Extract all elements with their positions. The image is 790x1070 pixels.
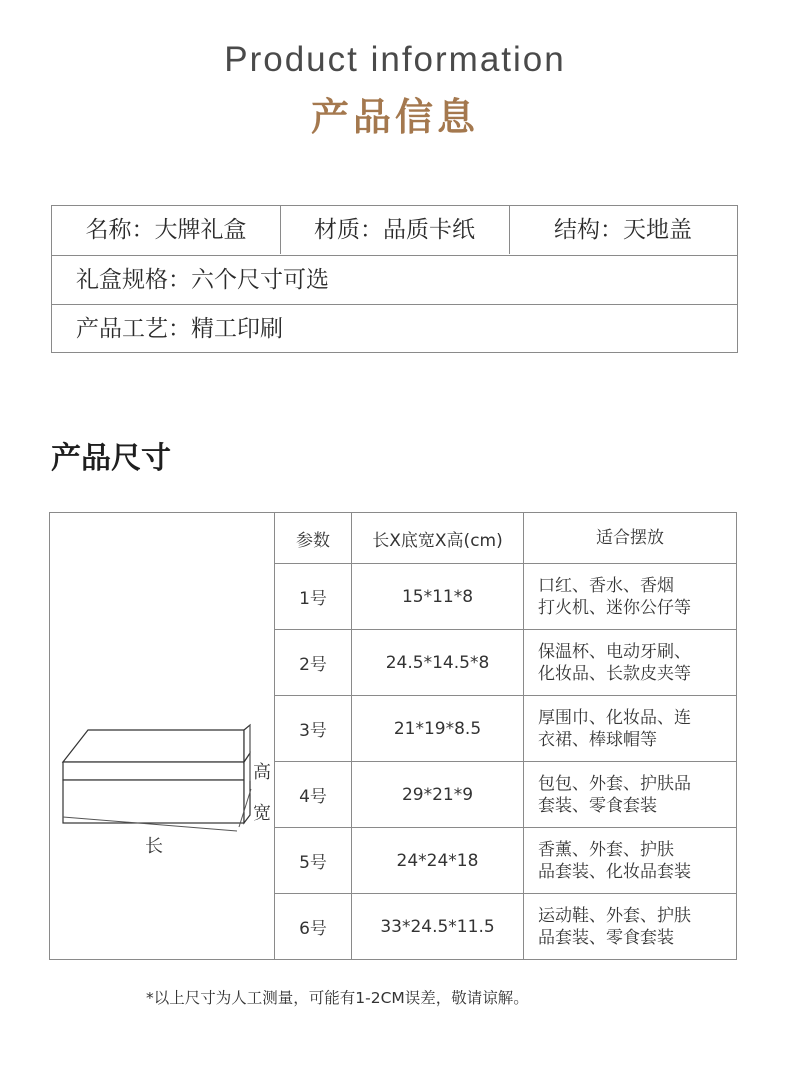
suitable-items-line: 运动鞋、外套、护肤 [538, 905, 691, 926]
header-param: 参数 [275, 513, 352, 563]
suitable-items-text [538, 707, 691, 751]
info-row-basic [52, 206, 737, 255]
table-row-divider [275, 761, 736, 762]
info-craft: 产品工艺：精工印刷 [76, 316, 283, 342]
product-info-table [51, 205, 738, 353]
info-row-craft [52, 304, 737, 353]
suitable-items-text [538, 575, 691, 619]
suitable-items-text [538, 641, 691, 685]
suitable-items-text [538, 839, 691, 883]
header-dimensions: 长X底宽X高(cm) [352, 513, 524, 563]
suitable-items-line: 品套装、零食套装 [538, 927, 674, 948]
suitable-items-text [538, 773, 691, 817]
table-row-divider [275, 893, 736, 894]
suitable-items-line: 品套装、化妆品套装 [538, 861, 691, 882]
size-number: 3号 [275, 696, 352, 761]
info-name: 名称：大牌礼盒 [52, 206, 281, 254]
size-number: 2号 [275, 630, 352, 695]
gift-box-illustration [50, 513, 275, 959]
info-material: 材质：品质卡纸 [280, 206, 510, 254]
height-label: 高 [253, 762, 271, 783]
size-number: 6号 [275, 894, 352, 959]
box-diagram [50, 513, 275, 959]
info-row-spec [52, 255, 737, 304]
size-dimensions: 24.5*14.5*8 [352, 630, 524, 695]
size-number: 4号 [275, 762, 352, 827]
length-label: 长 [145, 836, 163, 857]
suitable-items-line: 口红、香水、香烟 [538, 575, 674, 596]
width-label: 宽 [253, 803, 271, 824]
table-row-divider [275, 695, 736, 696]
suitable-items [524, 894, 736, 959]
suitable-items-line: 衣裙、棒球帽等 [538, 729, 657, 750]
suitable-items-line: 化妆品、长款皮夹等 [538, 663, 691, 684]
table-row-divider [275, 827, 736, 828]
size-dimensions: 21*19*8.5 [352, 696, 524, 761]
suitable-items-line: 保温杯、电动牙刷、 [538, 641, 691, 662]
size-dimensions: 15*11*8 [352, 564, 524, 629]
title-chinese: 产品信息 [310, 95, 479, 139]
info-spec: 礼盒规格：六个尺寸可选 [76, 267, 329, 293]
suitable-items [524, 762, 736, 827]
size-dimensions: 29*21*9 [352, 762, 524, 827]
suitable-items [524, 630, 736, 695]
size-dimensions: 24*24*18 [352, 828, 524, 893]
suitable-items-text [538, 905, 691, 949]
suitable-items-line: 套装、零食套装 [538, 795, 657, 816]
suitable-items-line: 香薰、外套、护肤 [538, 839, 674, 860]
table-row-divider [275, 629, 736, 630]
suitable-items [524, 828, 736, 893]
suitable-items-line: 厚围巾、化妆品、连 [538, 707, 691, 728]
table-row-divider [275, 563, 736, 564]
info-structure: 结构：天地盖 [554, 217, 692, 243]
size-number: 1号 [275, 564, 352, 629]
suitable-items-line: 包包、外套、护肤品 [538, 773, 691, 794]
suitable-items [524, 696, 736, 761]
size-number: 5号 [275, 828, 352, 893]
suitable-items [524, 564, 736, 629]
measurement-note: *以上尺寸为人工测量，可能有1-2CM误差，敬请谅解。 [146, 989, 529, 1007]
size-dimensions: 33*24.5*11.5 [352, 894, 524, 959]
section-title-size: 产品尺寸 [51, 441, 171, 476]
suitable-items-line: 打火机、迷你公仔等 [538, 597, 691, 618]
size-panel [49, 512, 737, 960]
title-english: Product information [224, 40, 566, 79]
header-suitable: 适合摆放 [596, 528, 664, 548]
